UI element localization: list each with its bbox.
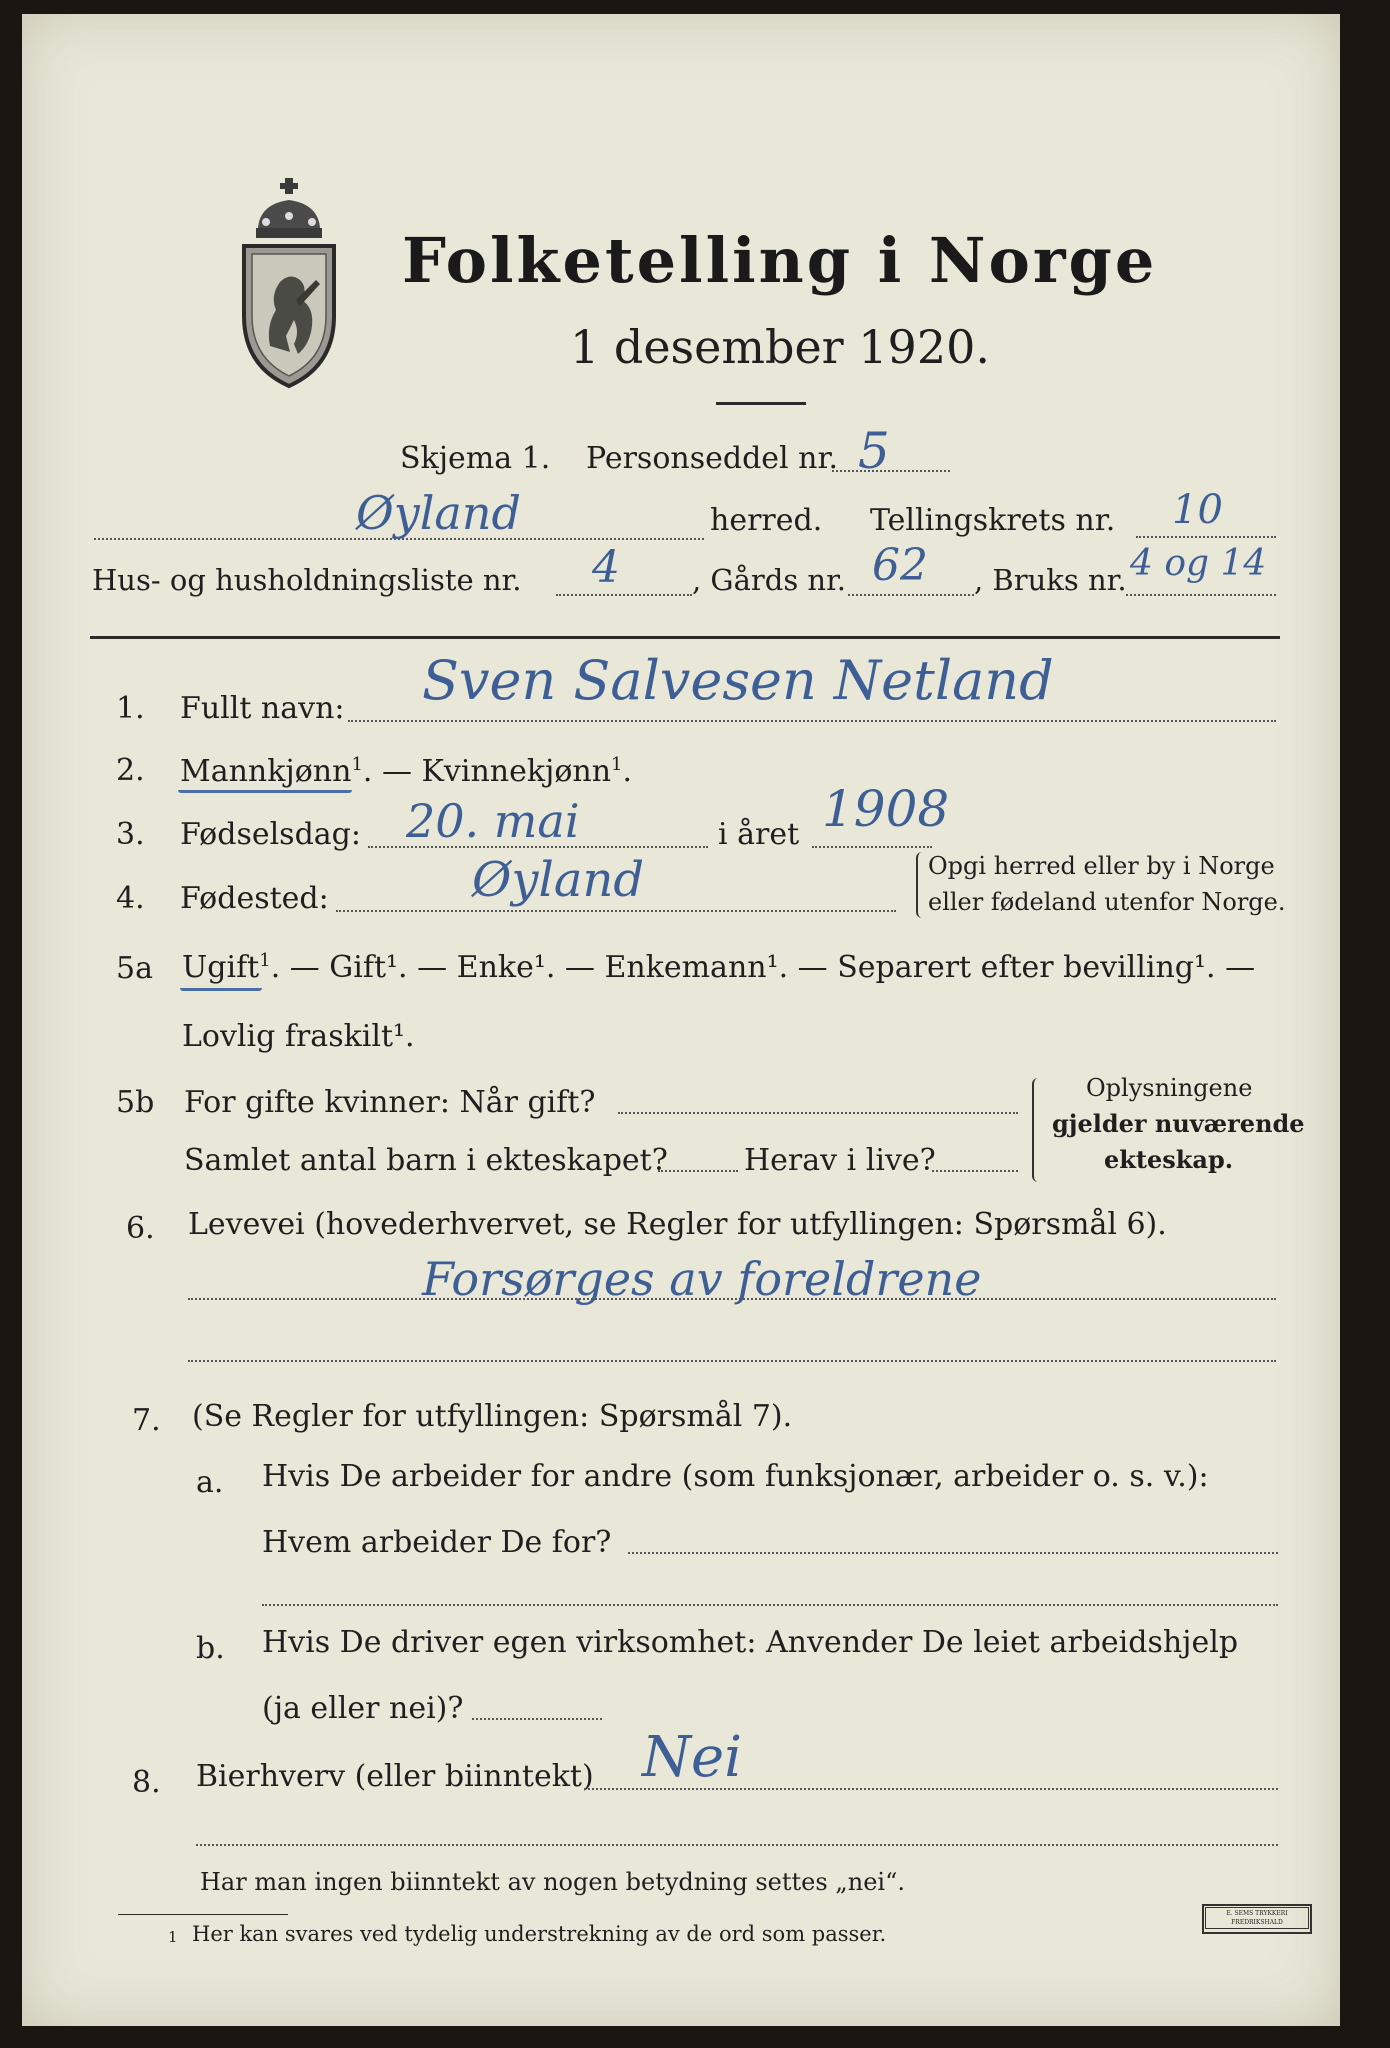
biinntekt-note: Har man ingen biinntekt av nogen betydning settes „nei“. bbox=[200, 1868, 905, 1896]
q5a-line-2: Lovlig fraskilt¹. bbox=[182, 1019, 415, 1054]
q2-number: 2. bbox=[116, 753, 145, 788]
q5b-children-line bbox=[658, 1170, 738, 1172]
title-divider bbox=[716, 402, 806, 405]
tellingskrets-line bbox=[1136, 536, 1276, 538]
q5b-brace bbox=[1032, 1078, 1042, 1182]
q3-year-line bbox=[812, 846, 932, 848]
bruks-label: , Bruks nr. bbox=[974, 563, 1127, 597]
bruks-value: 4 og 14 bbox=[1130, 543, 1267, 584]
q1-label: Fullt navn: bbox=[180, 691, 345, 726]
q1-number: 1. bbox=[116, 691, 145, 726]
hus-value: 4 bbox=[592, 542, 620, 593]
printer-stamp: E. SEMS TRYKKERI FREDRIKSHALD bbox=[1202, 1904, 1312, 1934]
q5b-note-1: Oplysningene bbox=[1086, 1074, 1253, 1102]
q5b-line-2a: Samlet antal barn i ekteskapet? bbox=[184, 1143, 668, 1178]
q4-line bbox=[336, 910, 896, 912]
bruks-line bbox=[1126, 594, 1276, 596]
footnote-number: 1 bbox=[168, 1928, 178, 1946]
footnote-rule bbox=[118, 1914, 288, 1915]
q5a-ugift: Ugift bbox=[182, 949, 260, 985]
q6-value: Forsørges av foreldrene bbox=[422, 1252, 982, 1306]
personseddel-line bbox=[832, 470, 950, 472]
q7b-number: b. bbox=[196, 1631, 225, 1666]
q7b-line-1: Hvis De driver egen virksomhet: Anvender De leiet arbeidshjelp bbox=[262, 1625, 1239, 1660]
q8-label: Bierhverv (eller biinntekt) bbox=[196, 1759, 594, 1794]
q8-line-extra bbox=[196, 1844, 1278, 1846]
q5b-line-2b: Herav i live? bbox=[744, 1143, 936, 1178]
q5a-number: 5a bbox=[116, 951, 153, 986]
q4-note-1: Opgi herred eller by i Norge bbox=[928, 852, 1275, 880]
herred-label: herred. bbox=[710, 503, 823, 538]
skjema-label: Skjema 1. bbox=[400, 441, 551, 476]
q7a-line-1: Hvis De arbeider for andre (som funksjonær, arbeider o. s. v.): bbox=[262, 1459, 1209, 1494]
q3-number: 3. bbox=[116, 817, 145, 852]
q5a-rest: . — Gift¹. — Enke¹. — Enkemann¹. — Separert efter bevilling¹. — bbox=[270, 949, 1256, 985]
q7a-line-2: Hvem arbeider De for? bbox=[262, 1525, 612, 1560]
q2-options: Mannkjønn$^1$. — Kvinnekjønn$^1$. bbox=[180, 753, 633, 789]
q7-number: 7. bbox=[132, 1403, 161, 1438]
q6-label: Levevei (hovederhvervet, se Regler for utfyllingen: Spørsmål 6). bbox=[188, 1207, 1167, 1242]
q7a-line bbox=[628, 1552, 1278, 1554]
footnote-text: Her kan svares ved tydelig understrekning av de ord som passer. bbox=[192, 1922, 887, 1946]
q3-value: 20. mai bbox=[406, 794, 580, 848]
q5b-note-3: ekteskap. bbox=[1104, 1145, 1234, 1174]
tellingskrets-value: 10 bbox=[1172, 487, 1223, 533]
q8-value: Nei bbox=[642, 1725, 743, 1790]
q7a-line-extra bbox=[262, 1604, 1278, 1606]
q4-label: Fødested: bbox=[180, 881, 329, 916]
q5b-married-line bbox=[618, 1112, 1018, 1114]
q7a-number: a. bbox=[196, 1465, 224, 1500]
q5b-note-2: gjelder nuværende bbox=[1052, 1109, 1305, 1138]
tellingskrets-label: Tellingskrets nr. bbox=[870, 503, 1116, 538]
norwegian-coat-of-arms-icon bbox=[236, 176, 342, 390]
q2-female: Kvinnekjønn bbox=[421, 753, 612, 789]
gards-label: , Gårds nr. bbox=[692, 563, 846, 597]
ugift-underline bbox=[180, 988, 262, 991]
q2-sep: . — bbox=[362, 753, 422, 789]
q2-male: Mannkjønn bbox=[180, 753, 352, 789]
q3-label: Fødselsdag: bbox=[180, 817, 361, 852]
census-form-page bbox=[22, 14, 1340, 2026]
form-title: Folketelling i Norge bbox=[402, 224, 1158, 297]
q5b-number: 5b bbox=[116, 1085, 155, 1120]
form-date: 1 desember 1920. bbox=[570, 320, 990, 374]
q3-year-label: i året bbox=[718, 817, 800, 852]
q6-line-1 bbox=[188, 1298, 1276, 1300]
q5a-options: Ugift$^1$. — Gift¹. — Enke¹. — Enkemann¹. — Separert efter bevilling¹. — bbox=[182, 949, 1256, 985]
q4-value: Øyland bbox=[472, 852, 645, 908]
q1-value: Sven Salvesen Netland bbox=[422, 649, 1054, 712]
hus-line bbox=[556, 594, 692, 596]
q7-label: (Se Regler for utfyllingen: Spørsmål 7). bbox=[192, 1399, 793, 1434]
hus-label: Hus- og husholdningsliste nr. bbox=[92, 563, 522, 597]
q3-year-value: 1908 bbox=[822, 780, 950, 838]
q5b-alive-line bbox=[932, 1170, 1018, 1172]
q7b-line bbox=[472, 1718, 602, 1720]
personseddel-value: 5 bbox=[858, 422, 890, 480]
q7b-line-2: (ja eller nei)? bbox=[262, 1691, 464, 1726]
q4-brace bbox=[916, 852, 924, 918]
q8-number: 8. bbox=[132, 1765, 161, 1800]
mannkjonn-underline bbox=[178, 790, 352, 793]
q5b-line-1: For gifte kvinner: Når gift? bbox=[184, 1085, 596, 1120]
herred-value: Øyland bbox=[356, 486, 521, 540]
q6-number: 6. bbox=[126, 1211, 155, 1246]
gards-value: 62 bbox=[872, 540, 928, 591]
q1-line bbox=[348, 720, 1276, 722]
q4-number: 4. bbox=[116, 881, 145, 916]
header-rule bbox=[90, 636, 1280, 639]
q6-line-2 bbox=[188, 1360, 1276, 1362]
gards-line bbox=[848, 594, 974, 596]
q4-note-2: eller fødeland utenfor Norge. bbox=[928, 888, 1286, 916]
personseddel-label: Personseddel nr. bbox=[586, 441, 839, 476]
